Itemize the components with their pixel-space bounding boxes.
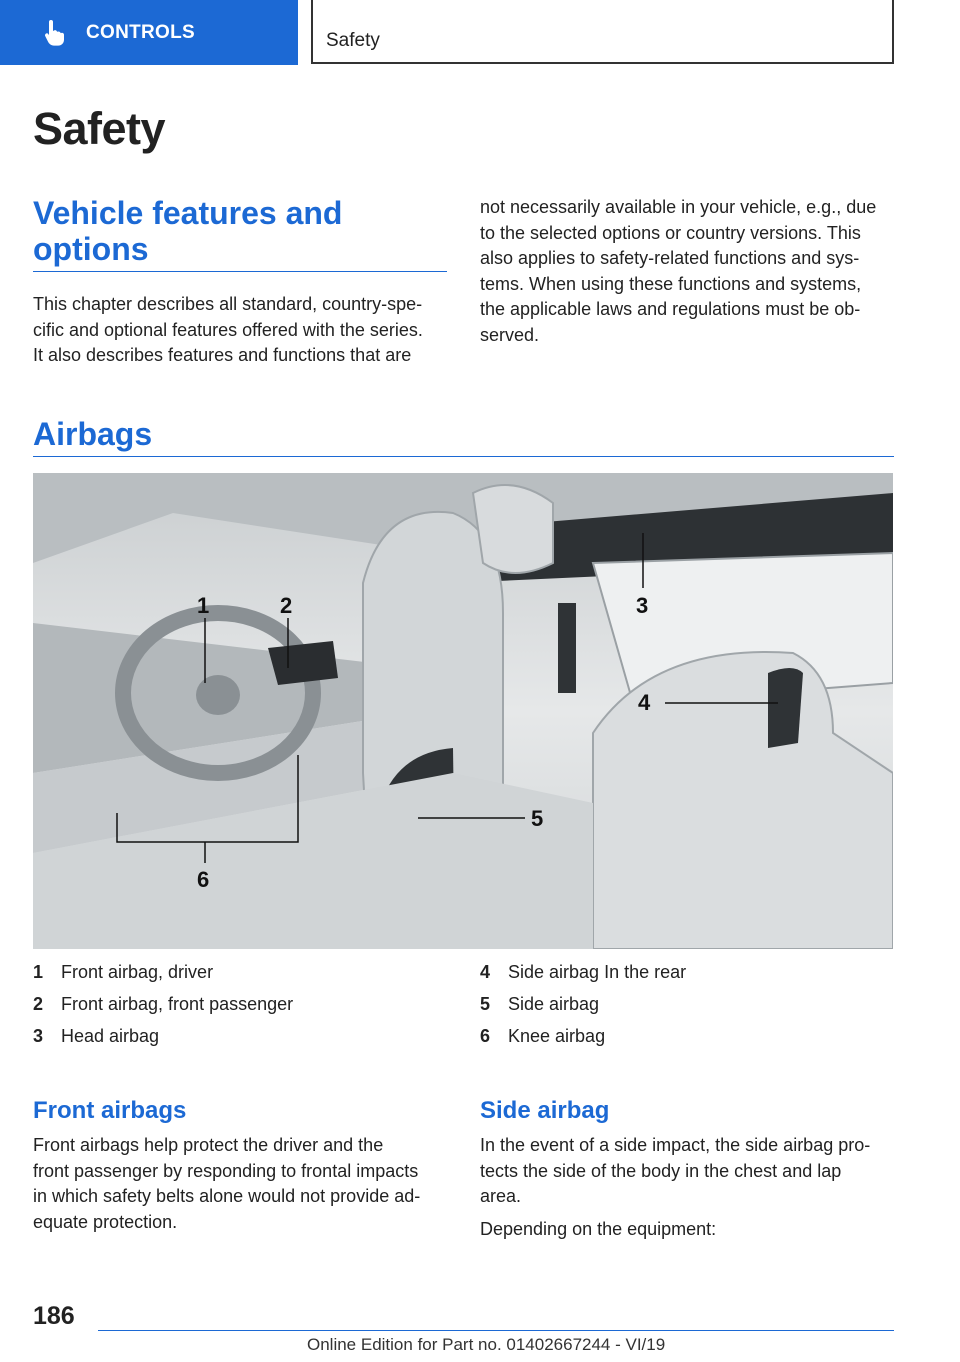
- legend-number: 1: [33, 962, 44, 982]
- legend-label: Head airbag: [61, 1026, 160, 1046]
- callout-2: 2: [280, 593, 293, 618]
- chapter-header: [311, 0, 894, 64]
- paragraph-left: [33, 292, 451, 369]
- legend-item: [480, 994, 880, 1026]
- legend-number: 3: [33, 1026, 44, 1046]
- section-tab-label: CONTROLS: [86, 21, 196, 43]
- legend-item: [480, 962, 880, 994]
- section-rule: [33, 456, 894, 457]
- airbag-illustration: [33, 473, 893, 949]
- legend-item: [480, 1026, 880, 1058]
- subheading-side-airbag: Side airbag: [480, 1097, 610, 1124]
- legend-item: [33, 1026, 433, 1058]
- legend-number: 2: [33, 994, 44, 1014]
- text-line: This chapter describes all standard, country-spe‐: [33, 294, 423, 314]
- text-line: equate protection.: [33, 1211, 178, 1232]
- legend-label: Knee airbag: [508, 1026, 606, 1046]
- section-rule: [33, 271, 447, 272]
- legend-label: Side airbag In the rear: [508, 962, 687, 982]
- subheading-front-airbags: Front airbags: [33, 1097, 187, 1124]
- section-heading-vehicle-features: [33, 195, 433, 267]
- callout-6: 6: [197, 867, 210, 892]
- callout-3: 3: [636, 593, 649, 618]
- callout-5: 5: [531, 806, 544, 831]
- legend-number: 6: [480, 1026, 491, 1046]
- paragraph-right: [480, 195, 898, 348]
- hand-pointer-icon: [40, 19, 68, 47]
- heading-line: Vehicle features and: [33, 195, 343, 231]
- text-line: the applicable laws and regulations must be ob‐: [480, 299, 861, 319]
- text-line: Depending on the equipment:: [480, 1218, 717, 1239]
- text-line: front passenger by responding to frontal impacts: [33, 1160, 419, 1181]
- legend-right: [480, 962, 880, 1058]
- legend-item: [33, 994, 433, 1026]
- chapter-title: Safety: [326, 30, 380, 51]
- text-line: area.: [480, 1186, 522, 1206]
- heading-line: options: [33, 231, 149, 267]
- text-line: in which safety belts alone would not provide ad‐: [33, 1186, 421, 1206]
- legend-number: 4: [480, 962, 491, 982]
- legend-label: Side airbag: [508, 994, 600, 1014]
- car-interior-drawing: [33, 473, 893, 949]
- legend-number: 5: [480, 994, 491, 1014]
- text-line: Front airbags help protect the driver and the: [33, 1135, 384, 1155]
- legend-label: Front airbag, driver: [61, 962, 214, 982]
- section-heading-airbags: Airbags: [33, 416, 153, 452]
- callout-1: 1: [197, 593, 210, 618]
- footer-rule: [98, 1330, 894, 1331]
- text-line: served.: [480, 324, 540, 345]
- text-line: also applies to safety-related functions and sys‐: [480, 248, 860, 268]
- callout-4: 4: [638, 690, 651, 715]
- text-line: to the selected options or country versions. This: [480, 222, 861, 243]
- side-airbag-text: [480, 1133, 900, 1242]
- page-number: 186: [33, 1302, 75, 1330]
- text-line: tems. When using these functions and systems,: [480, 273, 862, 294]
- footer-edition: Online Edition for Part no. 01402667244 - VI/19: [307, 1335, 666, 1354]
- page-title: Safety: [33, 103, 166, 154]
- text-line: tects the side of the body in the chest and lap: [480, 1160, 842, 1181]
- text-line: It also describes features and functions that are: [33, 345, 412, 365]
- section-tab[interactable]: [0, 0, 298, 65]
- text-line: not necessarily available in your vehicle, e.g., due: [480, 197, 877, 217]
- text-line: In the event of a side impact, the side airbag pro‐: [480, 1135, 871, 1155]
- legend-left: [33, 962, 433, 1058]
- legend-label: Front airbag, front passenger: [61, 994, 294, 1014]
- text-line: cific and optional features offered with the series.: [33, 319, 423, 340]
- legend-item: [33, 962, 433, 994]
- front-airbags-text: [33, 1133, 453, 1235]
